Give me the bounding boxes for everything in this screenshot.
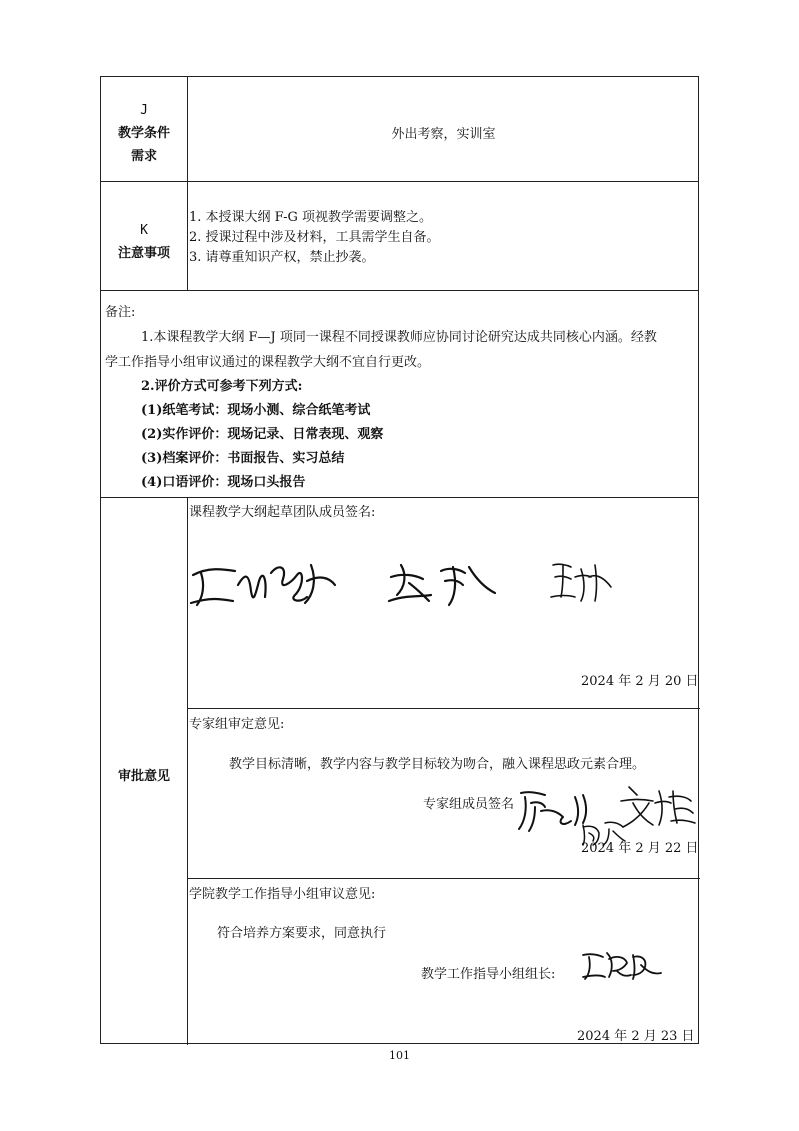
row-divider [187, 878, 700, 879]
approval-label: 审批意见 [117, 769, 170, 784]
college-heading: 学院教学工作指导小组审议意见: [189, 887, 376, 902]
row-j-title-line2: 需求 [130, 149, 157, 164]
syllabus-table [100, 76, 699, 1044]
remarks-heading: 备注: [105, 305, 136, 320]
expert-opinion: 教学目标清晰，教学内容与教学目标较为吻合，融入课程思政元素合理。 [229, 757, 646, 772]
remarks-para1-line1: 1.本课程教学大纲 F—J 项同一课程不同授课教师应协同讨论研究达成共同核心内涵。经教 [141, 330, 657, 345]
list-item: (1)纸笔考试：现场小测、综合纸笔考试 [141, 403, 371, 418]
row-k-letter: K [140, 223, 148, 238]
expert-signer-label: 专家组成员签名 [423, 797, 515, 812]
expert-date: 2024 年 2 月 22 日 [581, 841, 699, 856]
row-k-label [101, 219, 187, 265]
expert-heading: 专家组审定意见: [189, 717, 285, 732]
remarks-para1-line2: 学工作指导小组审议通过的课程教学大纲不宜自行更改。 [105, 355, 431, 370]
row-divider [187, 708, 700, 709]
college-signer-label: 教学工作指导小组组长: [421, 967, 556, 982]
list-item: (3)档案评价：书面报告、实习总结 [141, 451, 345, 466]
row-divider [101, 181, 698, 182]
row-j-label [101, 99, 187, 168]
college-opinion: 符合培养方案要求，同意执行 [217, 926, 387, 941]
row-j-letter: J [140, 103, 148, 118]
list-item: 3. 请尊重知识产权，禁止抄袭。 [189, 250, 375, 265]
row-j-title-line1: 教学条件 [117, 126, 170, 141]
drafting-date: 2024 年 2 月 20 日 [581, 674, 699, 689]
row-divider [101, 497, 698, 498]
row-k-title: 注意事项 [117, 246, 170, 261]
college-date: 2024 年 2 月 23 日 [577, 1029, 695, 1044]
drafting-team-signatures [183, 545, 543, 625]
column-divider [187, 77, 188, 290]
row-divider [101, 290, 698, 291]
list-item: (2)实作评价：现场记录、日常表现、观察 [141, 427, 384, 442]
page-number: 101 [389, 1049, 410, 1062]
row-k-items [189, 208, 440, 268]
row-j-content: 外出考察，实训室 [391, 127, 496, 142]
list-item: (4)口语评价：现场口头报告 [141, 475, 306, 490]
remarks-eval-heading: 2.评价方式可参考下列方式: [141, 379, 303, 394]
college-leader-signature [579, 945, 669, 985]
list-item: 1. 本授课大纲 F-G 项视教学需要调整之。 [189, 210, 433, 225]
drafting-heading: 课程教学大纲起草团队成员签名: [189, 505, 376, 520]
list-item: 2. 授课过程中涉及材料，工具需学生自备。 [189, 230, 440, 245]
